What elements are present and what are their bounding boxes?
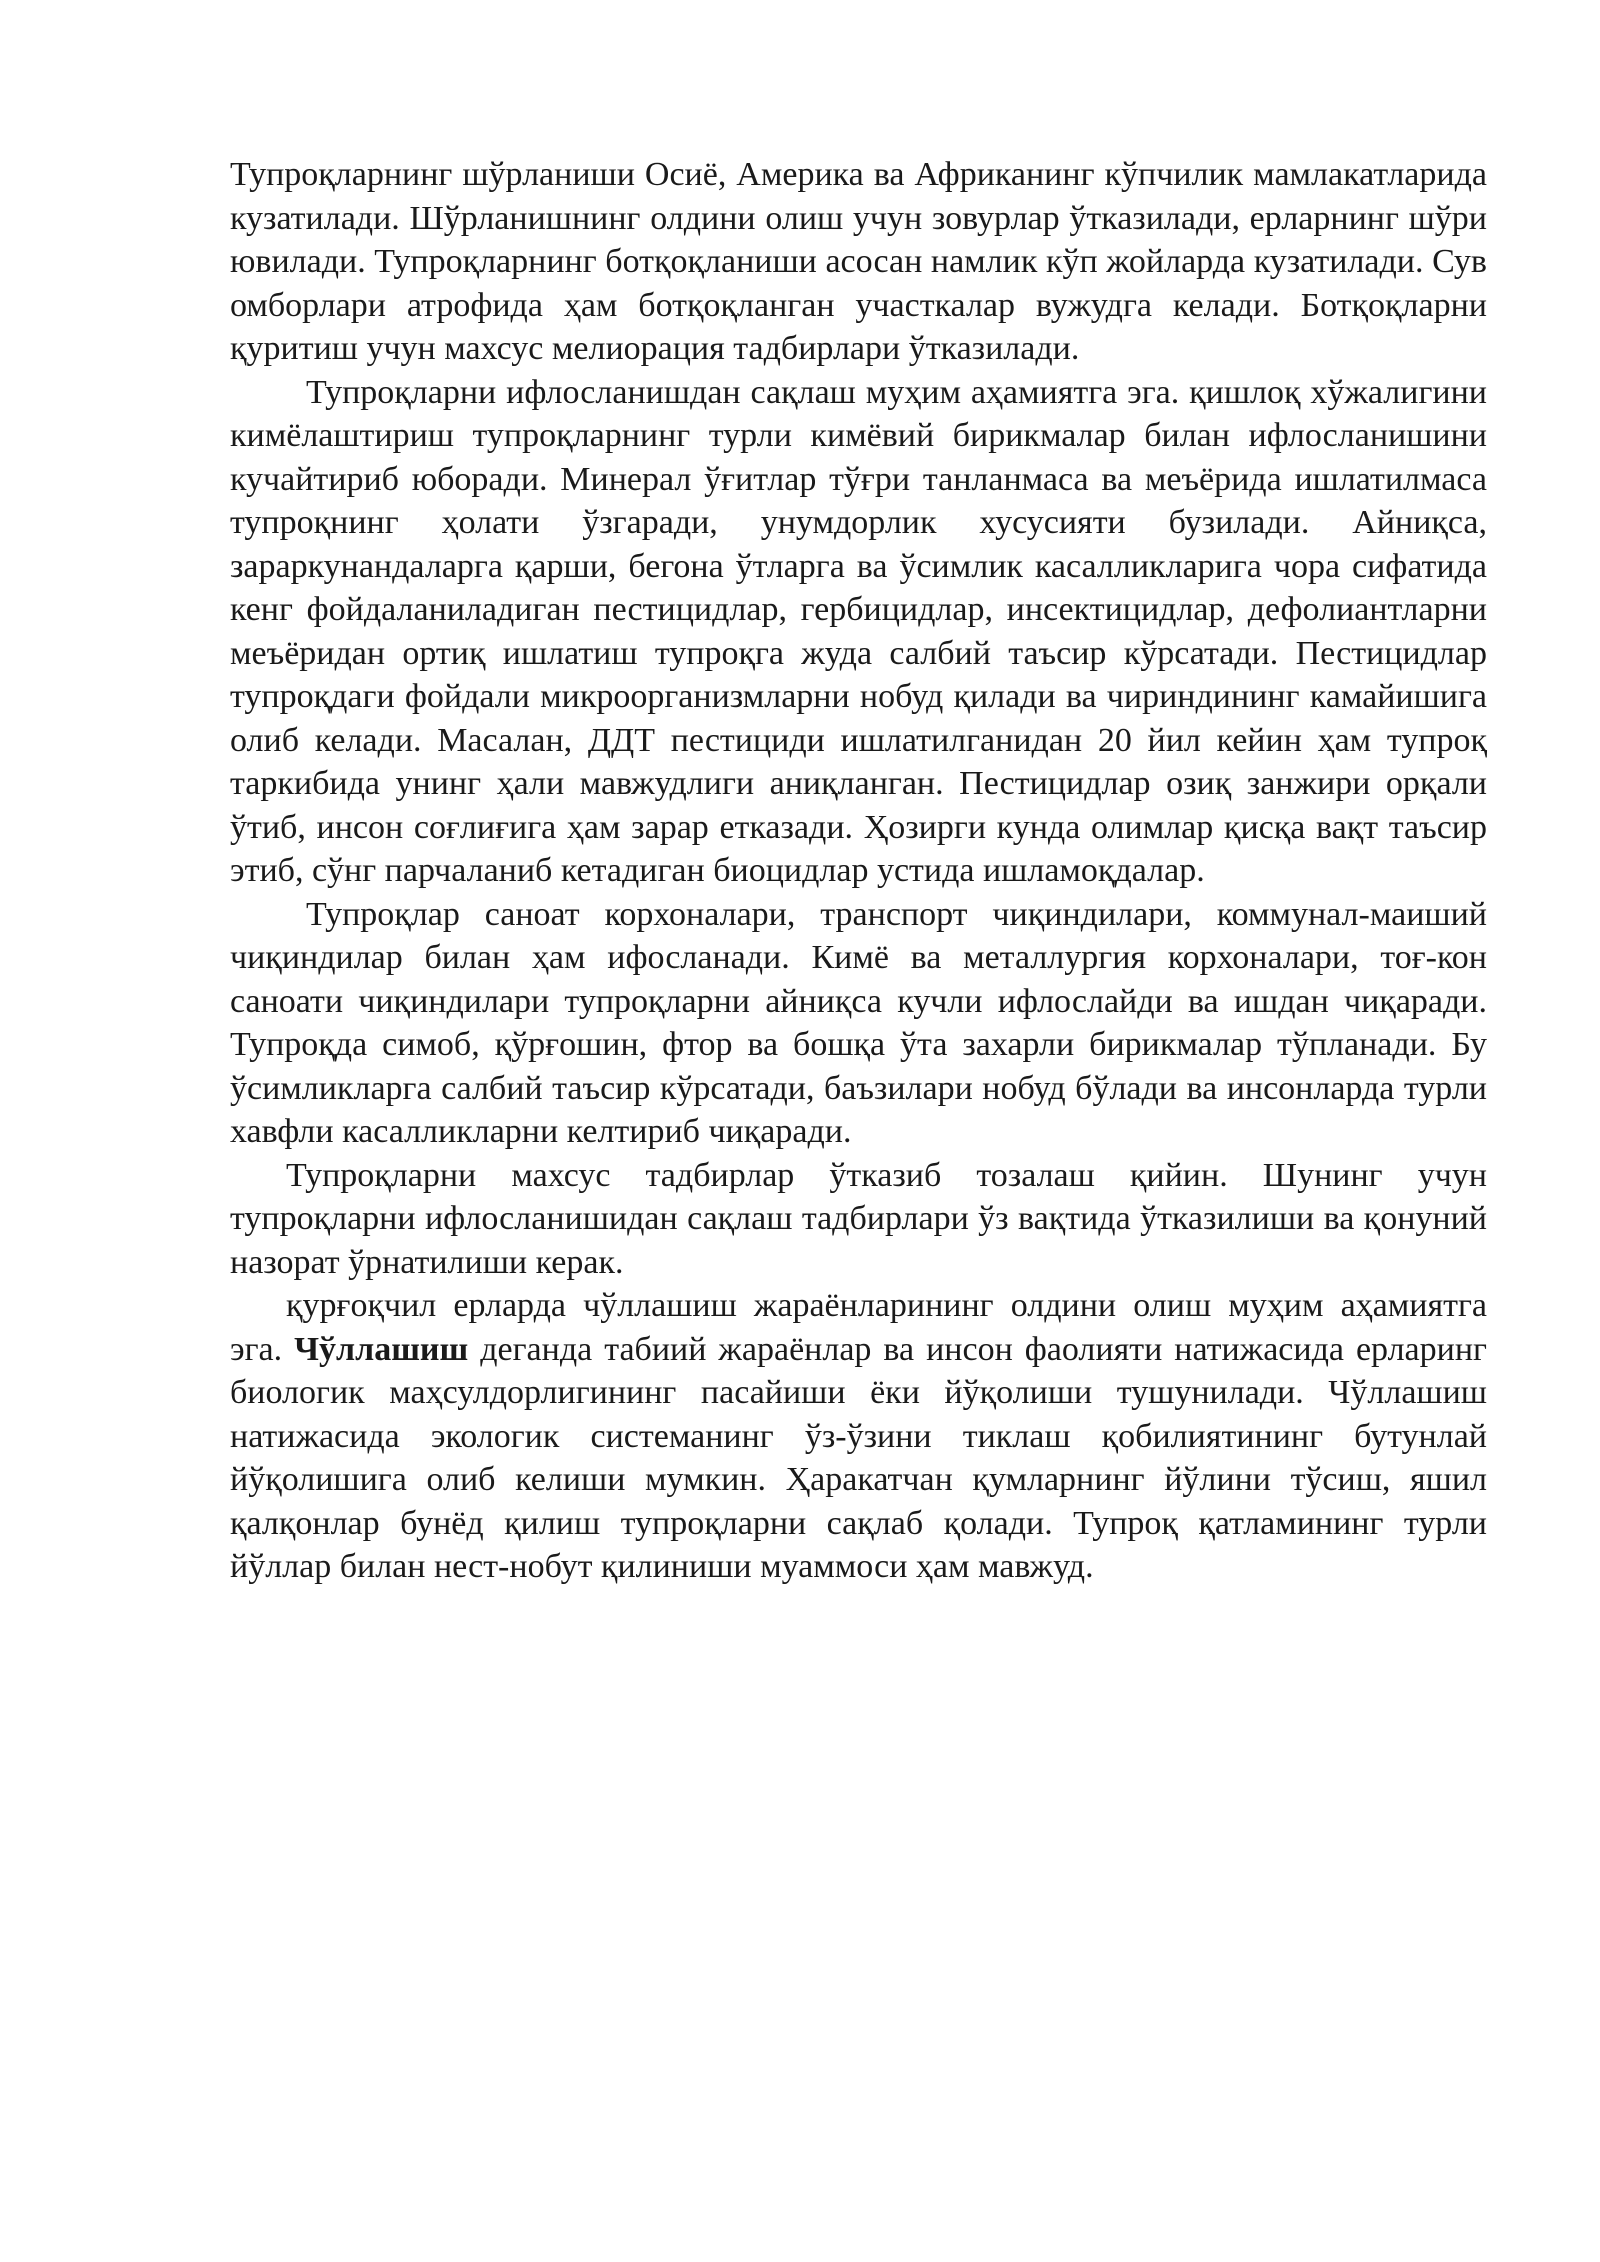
- paragraph-industrial-waste: Тупроқлар саноат корхоналари, транспорт чиқиндилари, коммунал-маиший чиқиндилар билан ҳам ифосланади. Кимё ва металлургия корхоналари, тоғ-кон саноати чиқиндилари тупроқларни айниқса кучли ифлослайди ва ишдан чиқаради. Тупроқда симоб, қўрғошин, фтор ва бошқа ўта захарли бирикмалар тўпланади. Бу ўсимликларга салбий таъсир кўрсатади, баъзилари нобуд бўлади ва инсонларда турли хавфли касалликларни келтириб чиқаради.: [230, 895, 1487, 1150]
- desertification-term: Чўллашиш: [294, 1330, 469, 1368]
- paragraph-desertification: [230, 1284, 1487, 1589]
- desertification-body-text: деганда табиий жараёнлар ва инсон фаолияти натижасида ерларинг биологик маҳсулдорлигининг пасайиши ёки йўқолиши тушунилади. Чўллашиш натижасида экологик системанинг ўз-ўзини тиклаш қобилиятининг бутунлай йўқолишига олиб келиши мумкин. Ҳаракатчан қумларнинг йўлини тўсиш, яшил қалқонлар бунёд қилиш тупроқларни сақлаб қолади. Тупроқ қатламининг турли йўллар билан нест-нобут қилиниши муаммоси ҳам мавжуд.: [230, 1330, 1487, 1585]
- desertification-intro-text: қурғоқчил ерларда чўллашиш жараёнларининг олдини олиш муҳим аҳамиятга эга.: [230, 1287, 1487, 1368]
- document-body: [230, 153, 1487, 1589]
- paragraph-soil-pollution-chemicals: Тупроқларни ифлосланишдан сақлаш муҳим аҳамиятга эга. қишлоқ хўжалигини кимёлаштириш тупроқларнинг турли кимёвий бирикмалар билан ифлосланишини кучайтириб юборади. Минерал ўғитлар тўғри танланмаса ва меъёрида ишлатилмаса тупроқнинг ҳолати ўзгаради, унумдорлик хусусияти бузилади. Айниқса, зараркунандаларга қарши, бегона ўтларга ва ўсимлик касалликларига чора сифатида кенг фойдаланиладиган пестицидлар, гербицидлар, инсектицидлар, дефолиантларни меъёридан ортиқ ишлатиш тупроқга жуда салбий таъсир кўрсатади. Пестицидлар тупроқдаги фойдали микроорганизмларни нобуд қилади ва чириндининг камайишига олиб келади. Масалан, ДДТ пестициди ишлатилганидан 20 йил кейин ҳам тупроқ таркибида унинг ҳали мавжудлиги аниқланган. Пестицидлар озиқ занжири орқали ўтиб, инсон соғлиғига ҳам зарар етказади. Ҳозирги кунда олимлар қисқа вақт таъсир этиб, сўнг парчаланиб кетадиган биоцидлар устида ишламоқдалар.: [230, 373, 1487, 889]
- paragraph-protection-measures: Тупроқларни махсус тадбирлар ўтказиб тозалаш қийин. Шунинг учун тупроқларни ифлосланишидан сақлаш тадбирлари ўз вақтида ўтказилиши ва қонуний назорат ўрнатилиши керак.: [230, 1156, 1487, 1281]
- paragraph-soil-salinization: Тупроқларнинг шўрланиши Осиё, Америка ва Африканинг кўпчилик мамлакатларида кузатилади. Шўрланишнинг олдини олиш учун зовурлар ўтказилади, ерларнинг шўри ювилади. Тупроқларнинг ботқоқланиши асосан намлик кўп жойларда кузатилади. Сув омборлари атрофида ҳам ботқоқланган участкалар вужудга келади. Ботқоқларни қуритиш учун махсус мелиорация тадбирлари ўтказилади.: [230, 156, 1487, 367]
